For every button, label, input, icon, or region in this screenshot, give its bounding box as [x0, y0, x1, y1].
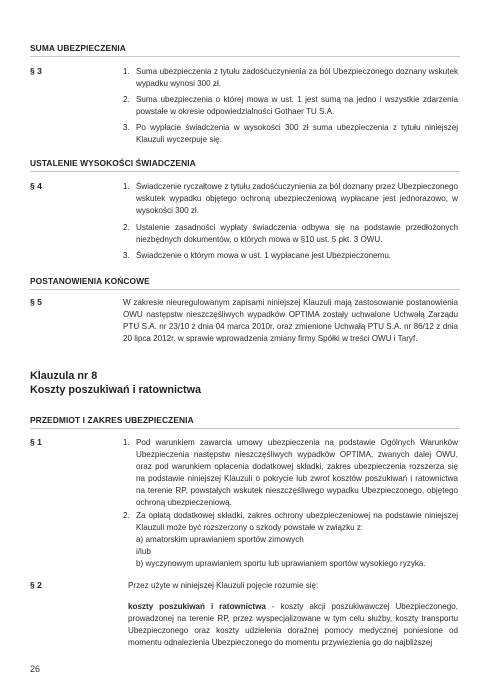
section-title-suma: SUMA UBEZPIECZENIA: [30, 43, 126, 53]
item-number: 2.: [123, 95, 130, 104]
clause-title: Klauzula nr 8: [30, 370, 98, 382]
item-text: Pod warunkiem zawarcia umowy ubezpieczenia na podstawie Ogólnych Warunków Ubezpieczenia następstw nieszczęśliwych wypadków OPTIMA, zwanych dalej OWU, oraz pod warunkiem opłacenia dodatkowej składki, zakres ubezpieczenia rozszerza się na podstawie niniejszej Klauzuli o pokrycie lub zwrot kosztów poszukiwań i ratownictwa na terenie RP, powstałych wskutek nieszczęśliwego wypadku Ubezpieczonego, objętego ochroną ubezpieczeniową.: [136, 438, 458, 508]
paragraph-intro: Przez użyte w niniejszej Klauzuli pojęcie rozumie się:: [128, 581, 319, 590]
item-number: 1.: [123, 182, 130, 191]
item-number: 1.: [123, 438, 130, 447]
item-text: Świadczenie ryczałtowe z tytułu zadośćuczynienia za ból doznany przez Ubezpieczonego wskutek wypadku objętego ochroną ubezpieczeniową wypłacane jest jednorazowo, w wysokości 300 zł.: [136, 182, 458, 216]
section-title-przedmiot: PRZEDMIOT I ZAKRES UBEZPIECZENIA: [30, 415, 194, 425]
list-item: [123, 222, 458, 246]
section-title-ustalenie: USTALENIE WYSOKOŚCI ŚWIADCZENIA: [30, 158, 196, 168]
paragraph-number: § 1: [30, 437, 42, 447]
paragraph-number: § 4: [30, 181, 42, 191]
item-number: 1.: [123, 67, 130, 76]
list-item: [123, 94, 458, 118]
list-item: [123, 181, 458, 217]
item-text: Suma ubezpieczenia z tytułu zadośćuczynienia za ból Ubezpieczonego doznany wskutek wypadku wynosi 300 zł.: [136, 67, 458, 89]
item-text: Ustalenie zasadności wypłaty świadczenia odbywa się na podstawie przedłożonych niezbędnych dokumentów, o których mowa w §10 ust. 5 pkt. 3 OWU.: [136, 223, 458, 245]
paragraph-number: § 5: [30, 297, 42, 307]
paragraph-number: § 3: [30, 66, 42, 76]
sub-item-or: i/lub: [136, 547, 151, 556]
definition-paragraph: [128, 601, 458, 649]
item-text: Po wypłacie świadczenia w wysokości 300 zł suma ubezpieczenia z tytułu niniejszej Klauzuli wyczerpuje się.: [136, 123, 458, 145]
paragraph-number: § 2: [30, 580, 42, 590]
list-item: [123, 510, 458, 534]
item-text: Świadczenie o którym mowa w ust. 1 wypłacane jest Ubezpieczonemu.: [136, 251, 392, 260]
sub-item-a: a) amatorskim uprawianiem sportów zimowych: [136, 535, 304, 544]
page-number: 26: [30, 664, 41, 674]
item-number: 3.: [123, 123, 130, 132]
section-divider: [30, 56, 460, 57]
list-item: [123, 122, 458, 146]
section-title-postanowienia: POSTANOWIENIA KOŃCOWE: [30, 276, 150, 286]
list-item: [123, 66, 458, 90]
section-divider: [30, 171, 460, 172]
clause-subtitle: Koszty poszukiwań i ratownictwa: [30, 384, 201, 396]
item-number: 2.: [123, 223, 130, 232]
definition-text: - koszty akcji poszukiwawczej Ubezpieczonego, prowadzonej na terenie RP, przez wyspecjalizowane w tym celu służby, koszty transportu Ubezpieczonego oraz koszty udzielenia doraźnej pomocy medycznej poniesione od momentu odnalezienia Ubezpieczonego do momentu przywiezienia go do najbliższej: [128, 602, 458, 648]
list-item: [123, 437, 458, 510]
item-text: Suma ubezpieczenia o której mowa w ust. 1 jest sumą na jedno i wszystkie zdarzenia powstałe w okresie odpowiedzialności Gothaer TU S.A.: [136, 95, 458, 117]
item-text: Za opłatą dodatkowej składki, zakres ochrony ubezpieczeniowej na podstawie niniejszej Klauzuli może być rozszerzony o szkody powstałe w związku z:: [136, 511, 458, 533]
sub-item-b: b) wyczynowym uprawianiem sportu lub uprawianiem sportów wysokiego ryzyka.: [136, 559, 426, 568]
defined-term: koszty poszukiwań i ratownictwa: [128, 602, 266, 611]
paragraph-text: W zakresie nieuregulowanym zapisami niniejszej Klauzuli mają zastosowanie postanowienia OWU następstw nieszczęśliwych wypadków OPTIMA zostały uchwalone Uchwałą Zarządu PTU S.A. nr 23/10 z dnia 04 marca 2010r. oraz zmienione Uchwałą PTU S.A. nr 86/12 z dnia 20 lipca 2012r. w sprawie wprowadzenia zmiany firmy Spółki w treści OWU i Taryf.: [123, 298, 458, 344]
list-item: [123, 250, 458, 262]
item-number: 3.: [123, 251, 130, 260]
section-divider: [30, 289, 460, 290]
section-divider: [30, 428, 460, 429]
item-number: 2.: [123, 511, 130, 520]
